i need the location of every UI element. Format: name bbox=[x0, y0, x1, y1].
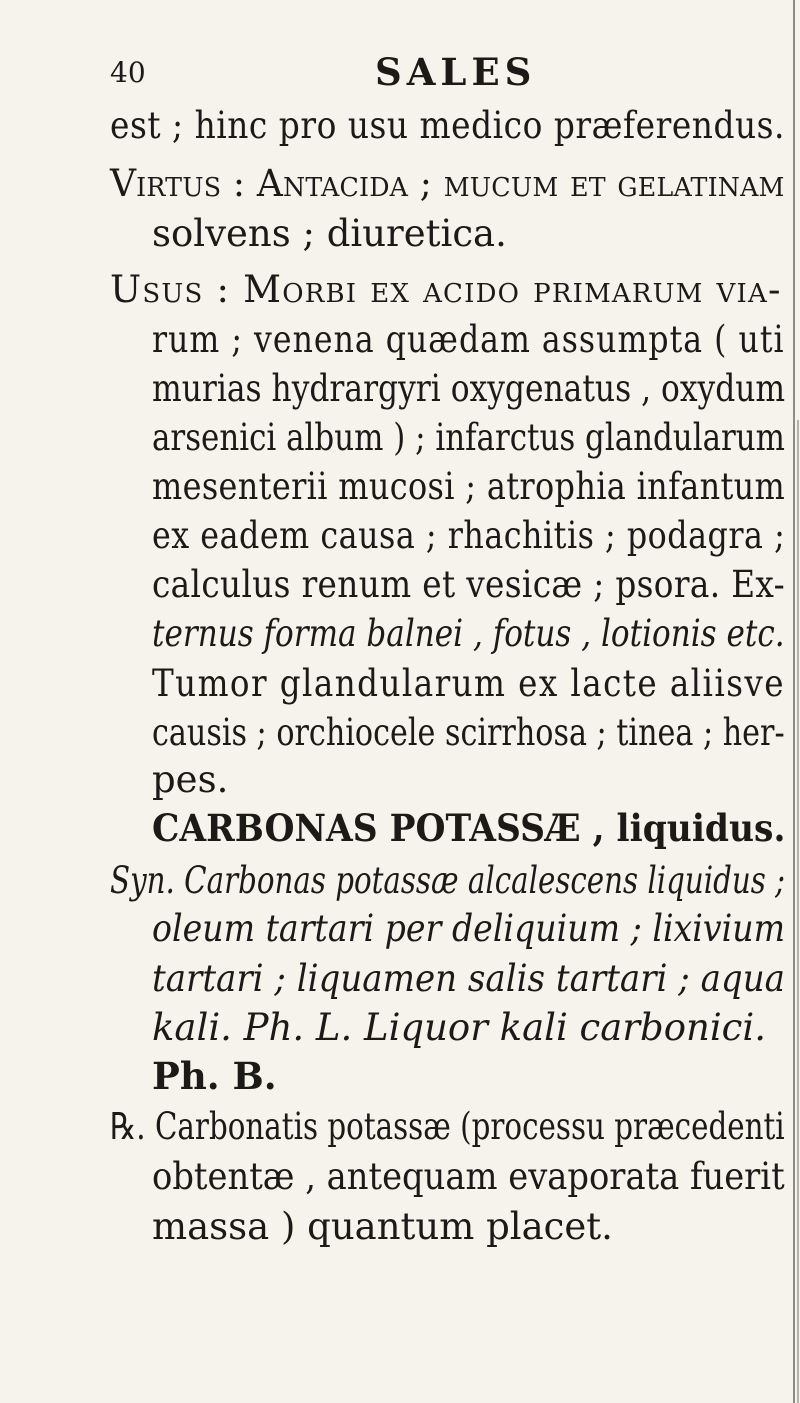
text-line: ternus forma balnei , fotus , lotionis etc. bbox=[152, 612, 785, 655]
text-line: massa ) quantum placet. bbox=[152, 1205, 613, 1248]
page-number: 40 bbox=[110, 56, 146, 89]
text-line: tartari ; liquamen salis tartari ; aqua bbox=[152, 957, 786, 1000]
text-line: est ; hinc pro usu medico præferendus. bbox=[110, 104, 786, 147]
text-line: murias hydrargyri oxygenatus , oxydum bbox=[152, 367, 786, 410]
text-line: ℞. Carbonatis potassæ (processu præcedenti bbox=[110, 1105, 785, 1148]
text-line: mesenterii mucosi ; atrophia infantum bbox=[152, 465, 786, 508]
text-line: causis ; orchiocele scirrhosa ; tinea ; her- bbox=[152, 711, 785, 754]
text-line: Virtus : Antacida ; mucum et gelatinam bbox=[110, 162, 785, 205]
text-line: kali. Ph. L. Liquor kali carbonici. bbox=[152, 1006, 766, 1049]
text-line: pes. bbox=[152, 758, 229, 801]
text-line: obtentæ , antequam evaporata fuerit bbox=[152, 1155, 785, 1198]
page-header bbox=[110, 50, 670, 94]
text-line: Tumor glandularum ex lacte aliisve bbox=[152, 662, 785, 705]
running-title: SALES bbox=[375, 50, 537, 94]
text-line: calculus renum et vesicæ ; psora. Ex- bbox=[152, 563, 786, 606]
text-line: solvens ; diuretica. bbox=[152, 212, 507, 255]
section-heading: CARBONAS POTASSÆ , liquidus. bbox=[152, 806, 786, 850]
text-line: Usus : Morbi ex acido primarum via- bbox=[110, 268, 782, 311]
text-line: Syn. Carbonas potassæ alcalescens liquidus ; bbox=[110, 859, 786, 902]
text-line: Ph. B. bbox=[152, 1054, 277, 1098]
text-line: arsenici album ) ; infarctus glandularum bbox=[152, 416, 785, 459]
text-line: oleum tartari per deliquium ; lixivium bbox=[152, 907, 786, 950]
page-edge-shadow-inner bbox=[797, 420, 799, 1403]
page-edge-shadow bbox=[793, 0, 795, 1403]
text-line: ex eadem causa ; rhachitis ; podagra ; bbox=[152, 514, 786, 557]
text-line: rum ; venena quædam assumpta ( uti bbox=[152, 318, 785, 361]
